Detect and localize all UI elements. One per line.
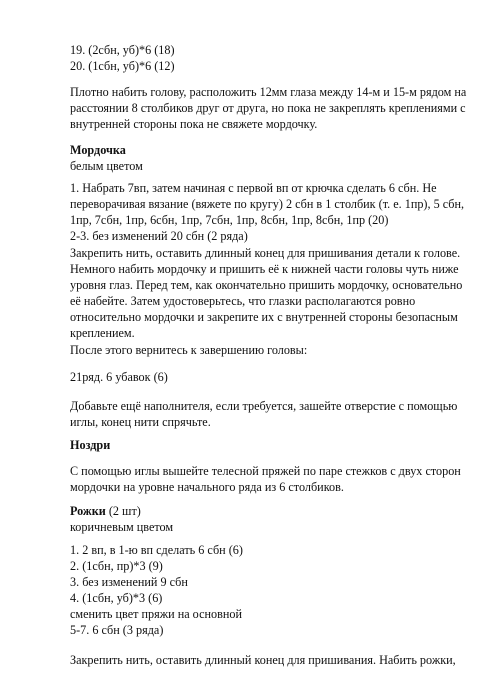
horns-header bbox=[70, 503, 475, 535]
muzzle-title: Мордочка bbox=[70, 143, 126, 157]
horns-step-2: 2. (1сбн, пр)*3 (9) bbox=[70, 559, 163, 573]
horns-step-6: 5-7. 6 сбн (3 ряда) bbox=[70, 623, 164, 637]
muzzle-header bbox=[70, 142, 475, 174]
muzzle-step-1: 1. Набрать 7вп, затем начиная с первой вп от крючка сделать 6 сбн. Не переворачивая вязание (вяжете по кругу) 2 сбн в 1 столбик (т. е. 1пр), 5 сбн, 1пр, 7сбн, 1пр, 6сбн, 1пр, 7сбн, 1пр, 8сбн, 1пр, 8сбн, 1пр (20) bbox=[70, 181, 465, 227]
top-rows bbox=[70, 42, 475, 74]
muzzle-steps bbox=[70, 180, 475, 244]
horns-steps bbox=[70, 542, 475, 638]
nostrils-text: С помощью иглы вышейте телесной пряжей по паре стежков с двух сторон мордочки на уровне начального ряда из 6 столбиков. bbox=[70, 464, 461, 494]
horns-title-line bbox=[70, 503, 475, 519]
head-paragraph: Плотно набить голову, расположить 12мм глаза между 14-м и 15-м рядом на расстоянии 8 столбиков друг от друга, но пока не закреплять креплениями с внутренней стороны пока не свяжете мордочку. bbox=[70, 85, 467, 131]
horns-count: (2 шт) bbox=[105, 504, 141, 518]
horns-title: Рожки bbox=[70, 504, 106, 518]
nostrils-title: Ноздри bbox=[70, 438, 111, 452]
muzzle-attach-paragraph: Закрепить нить, оставить длинный конец для пришивания детали к голове. Немного набить мордочку и пришить её к нижней части головы чуть ниже уровня глаз. Перед тем, как окончательно пришить мордочку, основательно её набейте. Затем удостоверьтесь, что глазки располагаются ровно относительно мордочки и закрепите их с внутренней стороны безопасным креплением. bbox=[70, 246, 463, 340]
row-20: 20. (1сбн, уб)*6 (12) bbox=[70, 59, 175, 73]
horns-step-3: 3. без изменений 9 сбн bbox=[70, 575, 188, 589]
muzzle-color: белым цветом bbox=[70, 159, 143, 173]
row-21: 21ряд. 6 убавок (6) bbox=[70, 370, 168, 384]
horns-step-1: 1. 2 вп, в 1-ю вп сделать 6 сбн (6) bbox=[70, 543, 243, 557]
horns-final-text: Закрепить нить, оставить длинный конец для пришивания. Набить рожки, bbox=[70, 653, 456, 667]
horns-step-5: сменить цвет пряжи на основной bbox=[70, 607, 242, 621]
muzzle-step-2: 2-3. без изменений 20 сбн (2 ряда) bbox=[70, 229, 248, 243]
horns-step-4: 4. (1сбн, уб)*3 (6) bbox=[70, 591, 163, 605]
muzzle-return-text: После этого вернитесь к завершению головы: bbox=[70, 343, 308, 357]
row-19: 19. (2сбн, уб)*6 (18) bbox=[70, 43, 175, 57]
horns-color: коричневым цветом bbox=[70, 520, 174, 534]
muzzle-finish-text: Добавьте ещё наполнителя, если требуется, зашейте отверстие с помощью иглы, конец нити спрячьте. bbox=[70, 399, 458, 429]
